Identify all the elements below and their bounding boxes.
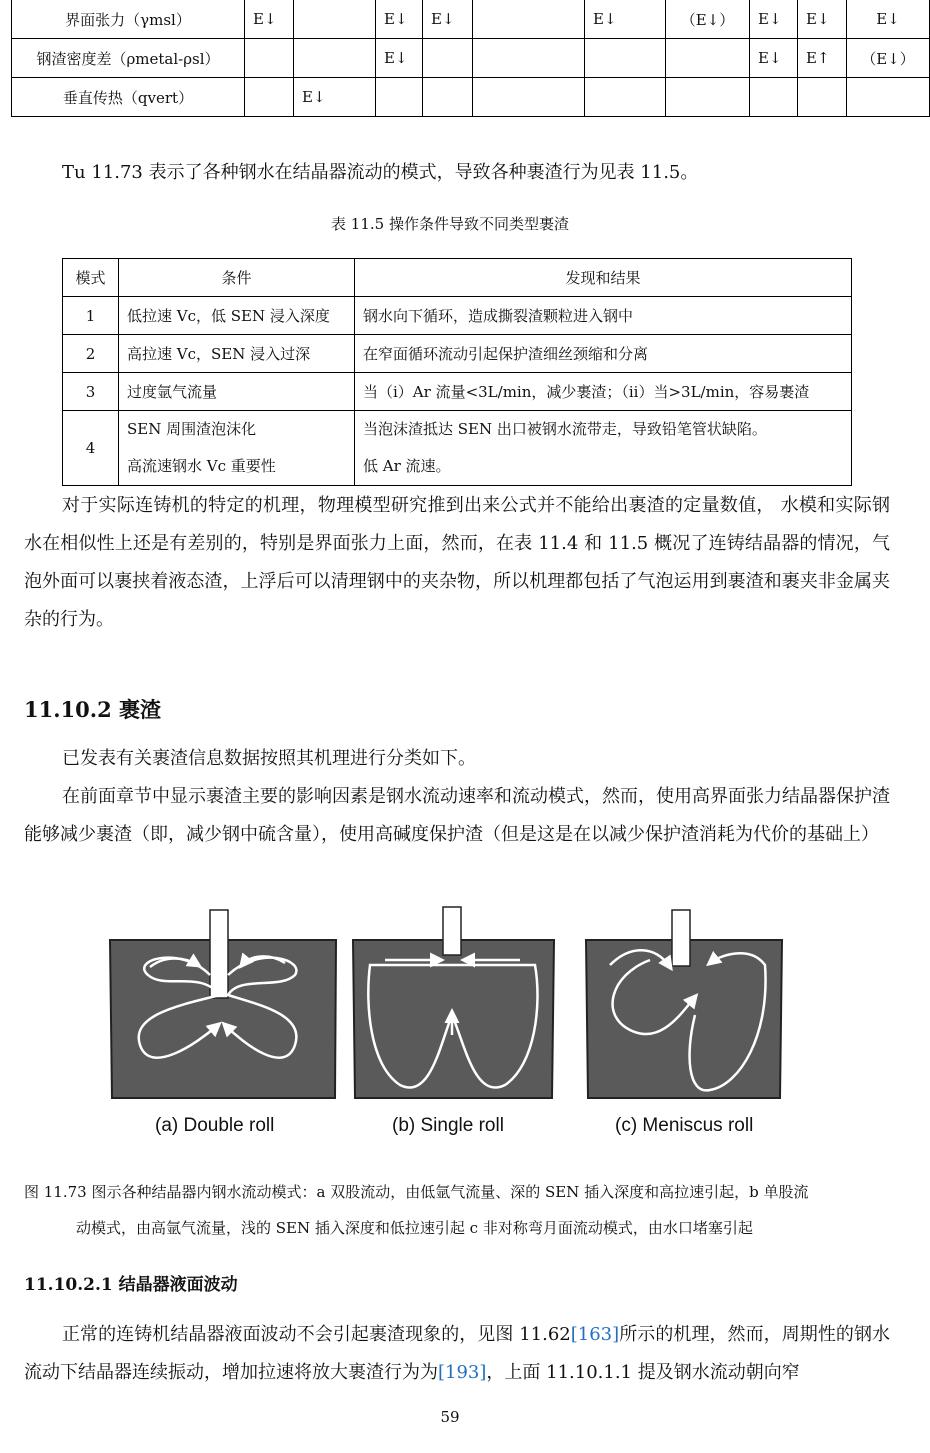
param-cell xyxy=(666,78,750,117)
condition-text: 高拉速 Vc，SEN 浸入过深 xyxy=(127,345,311,363)
param-cell xyxy=(585,39,666,78)
top-parameter-table xyxy=(11,0,930,117)
condition-text: 过度氩气流量 xyxy=(127,383,218,401)
section-paragraph-1: 已发表有关裹渣信息数据按照其机理进行分类如下。 xyxy=(62,748,476,769)
label-double-roll: (a) Double roll xyxy=(155,1115,275,1136)
table-caption: 表 11.5 操作条件导致不同类型裹渣 xyxy=(331,215,569,233)
param-cell: E↓ xyxy=(376,39,423,78)
mode-cell: 2 xyxy=(63,335,119,373)
label-meniscus-roll: (c) Meniscus roll xyxy=(615,1115,754,1136)
sen-nozzle-c xyxy=(672,910,690,966)
condition-cell xyxy=(119,373,355,411)
last-paragraph-text-3: ，上面 11.10.1.1 提及钢水流动朝向窄 xyxy=(486,1362,800,1383)
param-cell: （E↓） xyxy=(847,39,930,78)
flow-diagram xyxy=(110,905,795,1145)
table-row xyxy=(63,373,852,411)
header-condition: 条件 xyxy=(119,259,355,297)
param-cell xyxy=(423,39,473,78)
citation-link-193[interactable]: [193] xyxy=(438,1362,487,1383)
param-cell xyxy=(666,39,750,78)
flow-pattern-figure xyxy=(110,905,795,1145)
result-cell xyxy=(355,297,852,335)
param-cell xyxy=(473,78,585,117)
table-row xyxy=(63,335,852,373)
result-cell xyxy=(355,373,852,411)
result-text: 钢水向下循环，造成撕裂渣颗粒进入钢中 xyxy=(363,307,634,325)
header-mode: 模式 xyxy=(63,259,119,297)
sen-nozzle-b xyxy=(443,907,461,955)
label-single-roll: (b) Single roll xyxy=(392,1115,504,1136)
param-row-label: 垂直传热（qvert） xyxy=(12,78,245,117)
param-row-label: 钢渣密度差（ρmetal-ρsl） xyxy=(12,39,245,78)
panel-double-roll xyxy=(110,910,336,1098)
param-cell: E↓ xyxy=(750,39,798,78)
param-cell xyxy=(847,78,930,117)
table-row xyxy=(63,411,852,486)
param-cell: E↓ xyxy=(423,0,473,39)
param-cell xyxy=(473,0,585,39)
param-cell xyxy=(245,39,294,78)
mode-cell: 4 xyxy=(63,411,119,486)
condition-text: 低拉速 Vc，低 SEN 浸入深度 xyxy=(127,307,330,325)
result-cell xyxy=(355,411,852,486)
param-cell: E↑ xyxy=(798,39,847,78)
table-header-row xyxy=(63,259,852,297)
subsection-heading: 11.10.2.1 结晶器液面波动 xyxy=(24,1275,238,1295)
param-cell xyxy=(376,78,423,117)
intro-paragraph: Tu 11.73 表示了各种钢水在结晶器流动的模式，导致各种裹渣行为见表 11.5。 xyxy=(62,162,699,183)
param-cell xyxy=(294,0,376,39)
param-cell: E↓ xyxy=(847,0,930,39)
section-heading: 11.10.2 裹渣 xyxy=(24,697,161,722)
condition-cell xyxy=(119,297,355,335)
param-cell: E↓ xyxy=(798,0,847,39)
param-cell: E↓ xyxy=(245,0,294,39)
param-cell xyxy=(750,78,798,117)
table-11-5 xyxy=(62,258,852,486)
param-cell: E↓ xyxy=(376,0,423,39)
result-cell xyxy=(355,335,852,373)
table-row xyxy=(63,297,852,335)
param-cell xyxy=(423,78,473,117)
section-paragraph-2: 在前面章节中显示裹渣主要的影响因素是钢水流动速率和流动模式，然而，使用高界面张力结晶器保护渣能够减少裹渣（即，减少钢中硫含量），使用高碱度保护渣（但是这是在以减少保护渣消耗为代价的基础上） xyxy=(24,786,890,845)
result-text: 低 Ar 流速。 xyxy=(363,457,451,475)
param-cell: E↓ xyxy=(294,78,376,117)
last-paragraph-text-2: 所示的机理，然而，周期性的钢水流动下结晶器连续振动，增加拉速将放大裹渣行为为 xyxy=(24,1324,891,1383)
param-cell: E↓ xyxy=(750,0,798,39)
figure-caption-line-2: 动模式，由高氩气流量，浅的 SEN 插入深度和低拉速引起 c 非对称弯月面流动模式，由水口堵塞引起 xyxy=(76,1219,753,1237)
mode-cell: 1 xyxy=(63,297,119,335)
sen-nozzle-a xyxy=(210,910,228,998)
param-cell: E↓ xyxy=(585,0,666,39)
mode-cell: 3 xyxy=(63,373,119,411)
paragraph-after-table: 对于实际连铸机的特定的机理，物理模型研究推到出来公式并不能给出裹渣的定量数值， 水模和实际钢水在相似性上还是有差别的，特别是界面张力上面，然而，在表 11.4 和 11.5 概况了连铸结晶器的情况，气泡外面可以裹挟着液态渣，上浮后可以清理钢中的夹杂物，所以机理都包括了气泡运用到裹渣和裹夹非金属夹杂的行为。 xyxy=(24,495,890,630)
result-text: 在窄面循环流动引起保护渣细丝颈缩和分离 xyxy=(363,345,649,363)
last-paragraph xyxy=(24,1316,890,1392)
condition-cell xyxy=(119,411,355,486)
param-row xyxy=(12,39,930,78)
param-cell xyxy=(473,39,585,78)
param-row xyxy=(12,0,930,39)
param-cell xyxy=(585,78,666,117)
panel-single-roll xyxy=(353,907,554,1098)
result-text: 当泡沫渣抵达 SEN 出口被钢水流带走，导致铅笔管状缺陷。 xyxy=(363,420,767,438)
page-number: 59 xyxy=(440,1408,460,1426)
param-cell xyxy=(294,39,376,78)
header-result: 发现和结果 xyxy=(355,259,852,297)
result-text: 当（i）Ar 流量<3L/min，减少裹渣；（ii）当>3L/min，容易裹渣 xyxy=(363,383,810,401)
citation-link-163[interactable]: [163] xyxy=(570,1324,620,1345)
figure-caption-line-1: 图 11.73 图示各种结晶器内钢水流动模式：a 双股流动，由低氩气流量、深的 SEN 插入深度和高拉速引起，b 单股流 xyxy=(24,1183,809,1201)
param-cell xyxy=(798,78,847,117)
panel-meniscus-roll xyxy=(586,910,782,1098)
param-cell: （E↓） xyxy=(666,0,750,39)
condition-cell xyxy=(119,335,355,373)
last-paragraph-text-1: 正常的连铸机结晶器液面波动不会引起裹渣现象的，见图 11.62 xyxy=(62,1324,571,1345)
param-row-label: 界面张力（γmsl） xyxy=(12,0,245,39)
condition-text: 高流速钢水 Vc 重要性 xyxy=(127,457,276,475)
param-cell xyxy=(245,78,294,117)
condition-text: SEN 周围渣泡沫化 xyxy=(127,420,257,438)
param-row xyxy=(12,78,930,117)
